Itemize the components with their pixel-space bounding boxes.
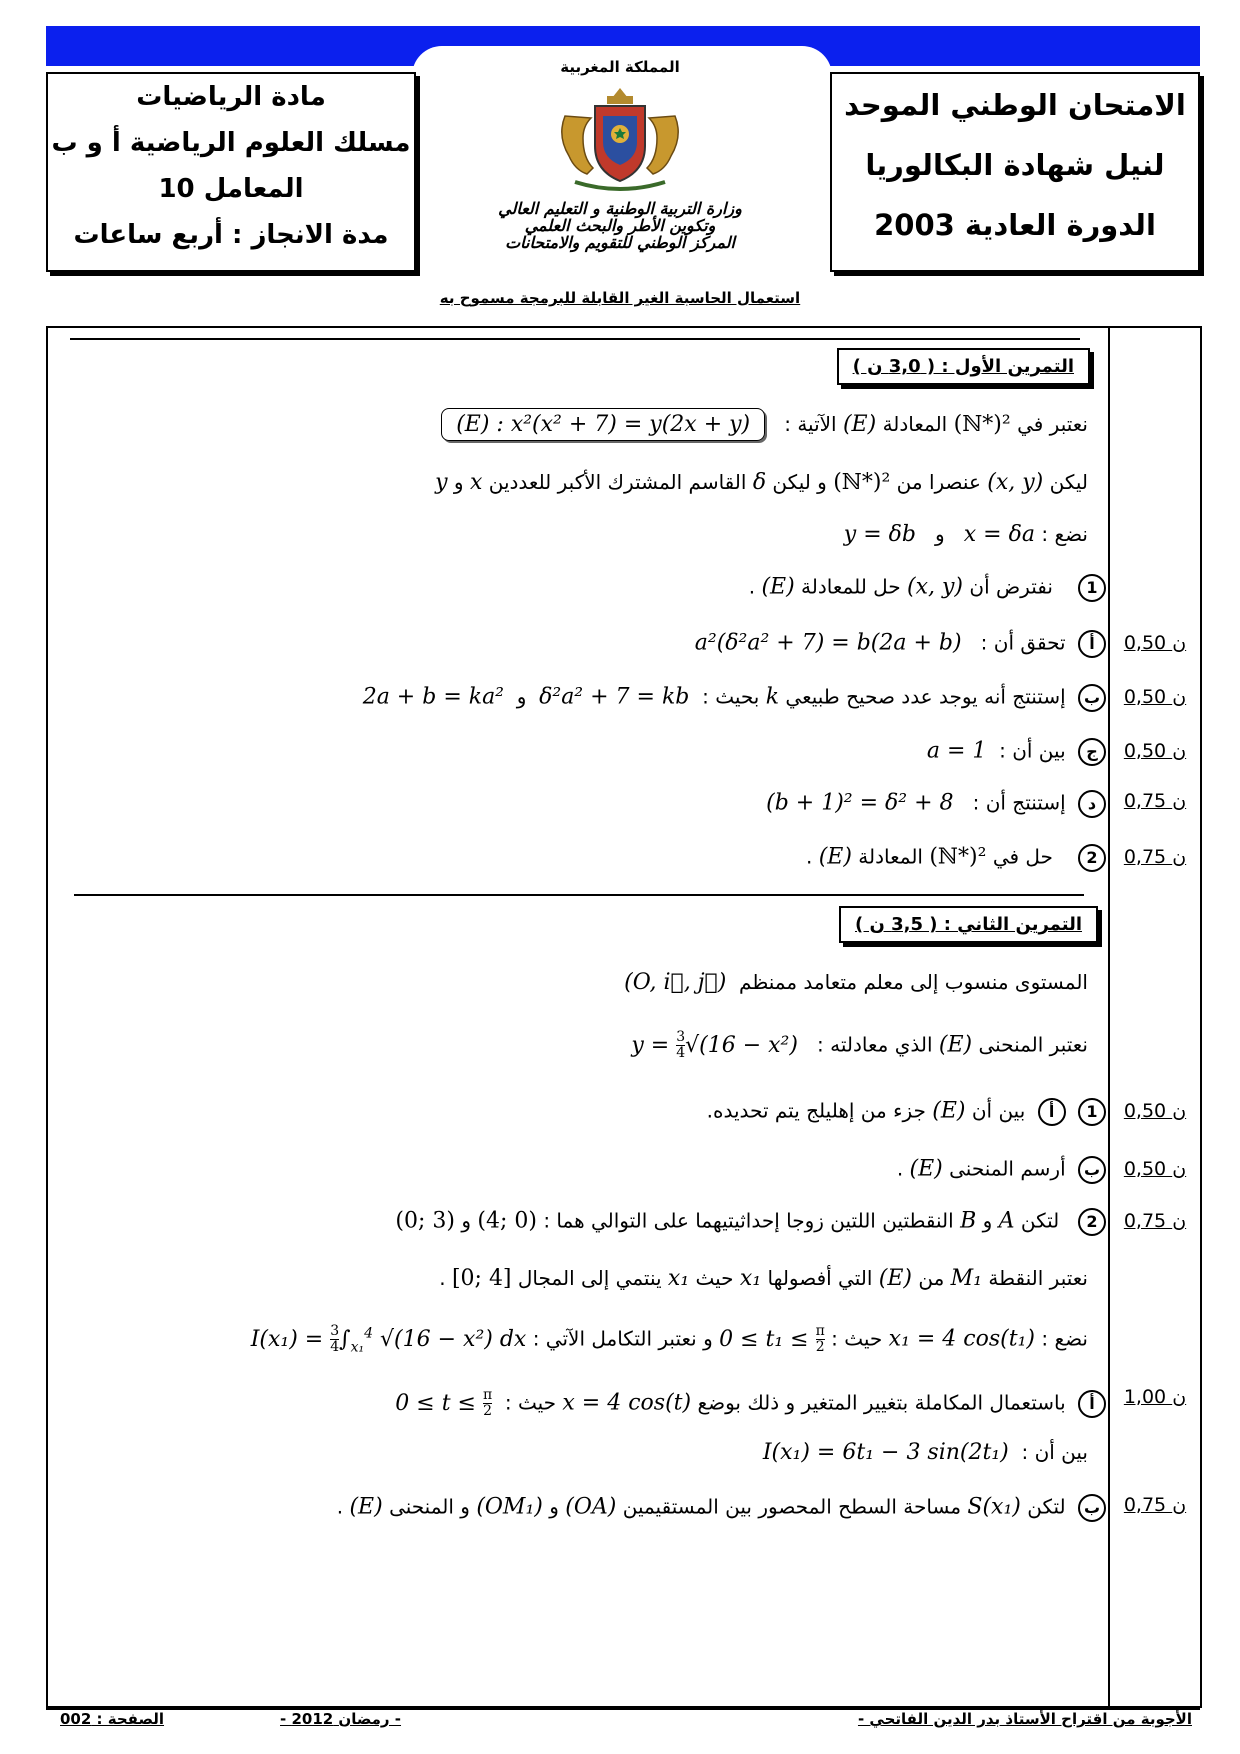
subject-box: [46, 72, 416, 272]
exam-title-box: [830, 72, 1200, 272]
ex1-q1b: ب إستنتج أنه يوجد عدد صحيح طبيعي k بحيث : δ²a² + 7 = kb و 2a + b = ka²: [363, 684, 1106, 712]
points-label: 0,50 ن: [1123, 1100, 1187, 1122]
section-separator: [70, 338, 1080, 340]
ministry-line: المركز الوطني للتقويم والامتحانات: [505, 233, 735, 252]
ministry-block: [470, 200, 770, 251]
points-column-divider: [1108, 326, 1110, 1706]
footer-date: - رمضان 2012 -: [280, 1710, 402, 1728]
subject-line: المعامل 10: [158, 174, 304, 204]
ex2-point-m1: نعتبر النقطة M₁ من (E) التي أفصولها x₁ حيث x₁ ينتمي إلى المجال [0; 4] .: [439, 1266, 1088, 1291]
ex1-definitions: ليكن (x, y) عنصرا من (ℕ*)² و ليكن δ القاسم المشترك الأكبر للعددين x و y: [435, 470, 1088, 495]
points-label: 0,50 ن: [1123, 686, 1187, 708]
exam-title-line: الدورة العادية 2003: [874, 208, 1156, 242]
ex2-q2b: ب لتكن S(x₁) مساحة السطح المحصور بين المستقيمين (OA) و (OM₁) و المنحنى (E) .: [337, 1494, 1106, 1522]
ex2-curve: نعتبر المنحنى (E) الذي معادلته : y = $\frac{3}{4}$ √(16 − x²): [631, 1029, 1088, 1061]
footer-page: الصفحة : 002: [60, 1710, 165, 1728]
main-equation: (E) : x²(x² + 7) = y(2x + y): [441, 408, 765, 441]
ex1-q1a: أ تحقق أن : a²(δ²a² + 7) = b(2a + b): [695, 630, 1106, 658]
points-label: 0,50 ن: [1123, 632, 1187, 654]
ex1-intro: نعتبر في (ℕ*)² المعادلة (E) الآتية : (E) : x²(x² + 7) = y(2x + y): [441, 412, 1088, 437]
ex2-q2: 2 لتكن A و B النقطتين اللتين زوجا إحداثيتيهما على التوالي هما : (4; 0) و (0; 3): [395, 1208, 1106, 1236]
section-separator: [74, 894, 1084, 896]
subject-line: مدة الانجاز : أربع ساعات: [73, 220, 389, 250]
points-label: 1,00 ن: [1123, 1386, 1187, 1408]
exam-title-line: لنيل شهادة البكالوريا: [865, 148, 1165, 182]
points-label: 0,75 ن: [1123, 1210, 1187, 1232]
points-label: 0,75 ن: [1123, 1494, 1187, 1516]
ex2-plane: المستوى منسوب إلى معلم متعامد ممنظم (O, i⃗, j⃗): [624, 970, 1088, 995]
ex2-q1b: ب أرسم المنحنى (E) .: [897, 1156, 1106, 1184]
exercise-2-title: التمرين الثاني : ( 3,5 ن ): [839, 906, 1098, 943]
points-label: 0,50 ن: [1123, 740, 1187, 762]
kingdom-label: المملكة المغربية: [560, 58, 680, 76]
ministry-line: وتكوين الأطر والبحث العلمي: [524, 216, 716, 235]
coat-of-arms-icon: [545, 76, 695, 196]
points-label: 0,50 ن: [1123, 1158, 1187, 1180]
ex1-q1: 1 نفترض أن (x, y) حل للمعادلة (E) .: [749, 574, 1106, 602]
points-label: 0,75 ن: [1123, 846, 1187, 868]
ex1-q1c: ج بين أن : a = 1: [927, 738, 1106, 766]
ministry-line: وزارة التربية الوطنية و التعليم العالي: [498, 199, 742, 218]
points-label: 0,75 ن: [1123, 790, 1187, 812]
ex2-q1a: 1 أ بين أن (E) جزء من إهليلج يتم تحديده.: [707, 1098, 1106, 1126]
ex2-q2a-result: بين أن : I(x₁) = 6t₁ − 3 sin(2t₁): [762, 1440, 1088, 1465]
subject-line: مادة الرياضيات: [136, 82, 326, 112]
exercise-1-title: التمرين الأول : ( 3,0 ن ): [837, 348, 1090, 385]
ex1-substitution: نضع : x = δa و y = δb: [843, 522, 1088, 547]
ex2-integral-def: نضع : x₁ = 4 cos(t₁) حيث : 0 ≤ t₁ ≤ $\frac{\pi}{2}$ و نعتبر التكامل الآتي : I(x₁) = $\frac{3}{4}$ $\int_{x_1}^4$ √(16 − x²) dx: [250, 1323, 1088, 1355]
exam-title-line: الامتحان الوطني الموحد: [844, 88, 1186, 122]
ex1-q2: 2 حل في (ℕ*)² المعادلة (E) .: [806, 844, 1106, 872]
subject-line: مسلك العلوم الرياضية أ و ب: [51, 128, 411, 158]
calculator-note: استعمال الحاسبة الغير القابلة للبرمجة مسموح به: [439, 289, 801, 307]
ex1-q1d: د إستنتج أن : (b + 1)² = δ² + 8: [766, 790, 1106, 818]
footer-author: الأجوبة من اقتراح الأستاذ بدر الدين الفاتحي -: [857, 1710, 1192, 1728]
emblem: [540, 58, 700, 200]
ex2-q2a: أ باستعمال المكاملة بتغيير المتغير و ذلك بوضع x = 4 cos(t) حيث : 0 ≤ t ≤ $\frac{\pi}{2}$: [395, 1388, 1106, 1419]
